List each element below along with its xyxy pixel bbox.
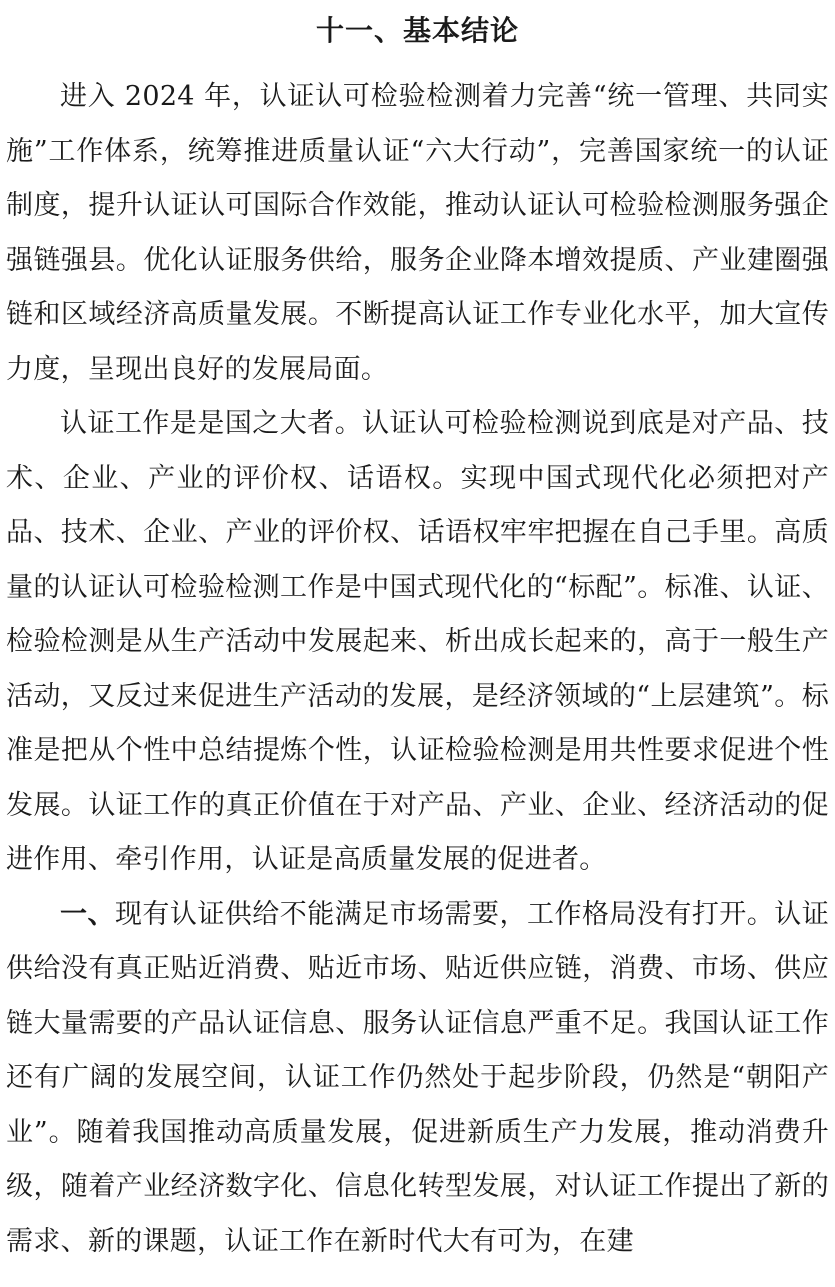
paragraph-3-lead: 一、	[60, 898, 115, 930]
paragraph-2: 认证工作是是国之大者。认证认可检验检测说到底是对产品、技术、企业、产业的评价权、话语权。实现中国式现代化必须把对产品、技术、企业、产业的评价权、话语权牢牢把握在自己手里。高质量的认证认可检验检测工作是中国式现代化的“标配”。标准、认证、检验检测是从生产活动中发展起来、析出成长起来的，高于一般生产活动，又反过来促进生产活动的发展，是经济领域的“上层建筑”。标准是把从个性中总结提炼个性，认证检验检测是用共性要求促进个性发展。认证工作的真正价值在于对产品、产业、企业、经济活动的促进作用、牵引作用，认证是高质量发展的促进者。	[6, 408, 829, 875]
paragraph-1: 进入 2024 年，认证认可检验检测着力完善“统一管理、共同实施”工作体系，统筹推进质量认证“六大行动”，完善国家统一的认证制度，提升认证认可国际合作效能，推动认证认可检验检测服务强企强链强县。优化认证服务供给，服务企业降本增效提质、产业建圈强链和区域经济高质量发展。不断提高认证工作专业化水平，加大宣传力度，呈现出良好的发展局面。	[6, 81, 829, 385]
section-title: 十一、基本结论	[315, 14, 519, 47]
paragraph-3	[6, 888, 829, 1270]
paragraph-3-text: 现有认证供给不能满足市场需要，工作格局没有打开。认证供给没有真正贴近消费、贴近市场、贴近供应链，消费、市场、供应链大量需要的产品认证信息、服务认证信息严重不足。我国认证工作还有广阔的发展空间，认证工作仍然处于起步阶段，仍然是“朝阳产业”。随着我国推动高质量发展，促进新质生产力发展，推动消费升级，随着产业经济数字化、信息化转型发展，对认证工作提出了新的需求、新的课题，认证工作在新时代大有可为，在建	[6, 898, 829, 1257]
